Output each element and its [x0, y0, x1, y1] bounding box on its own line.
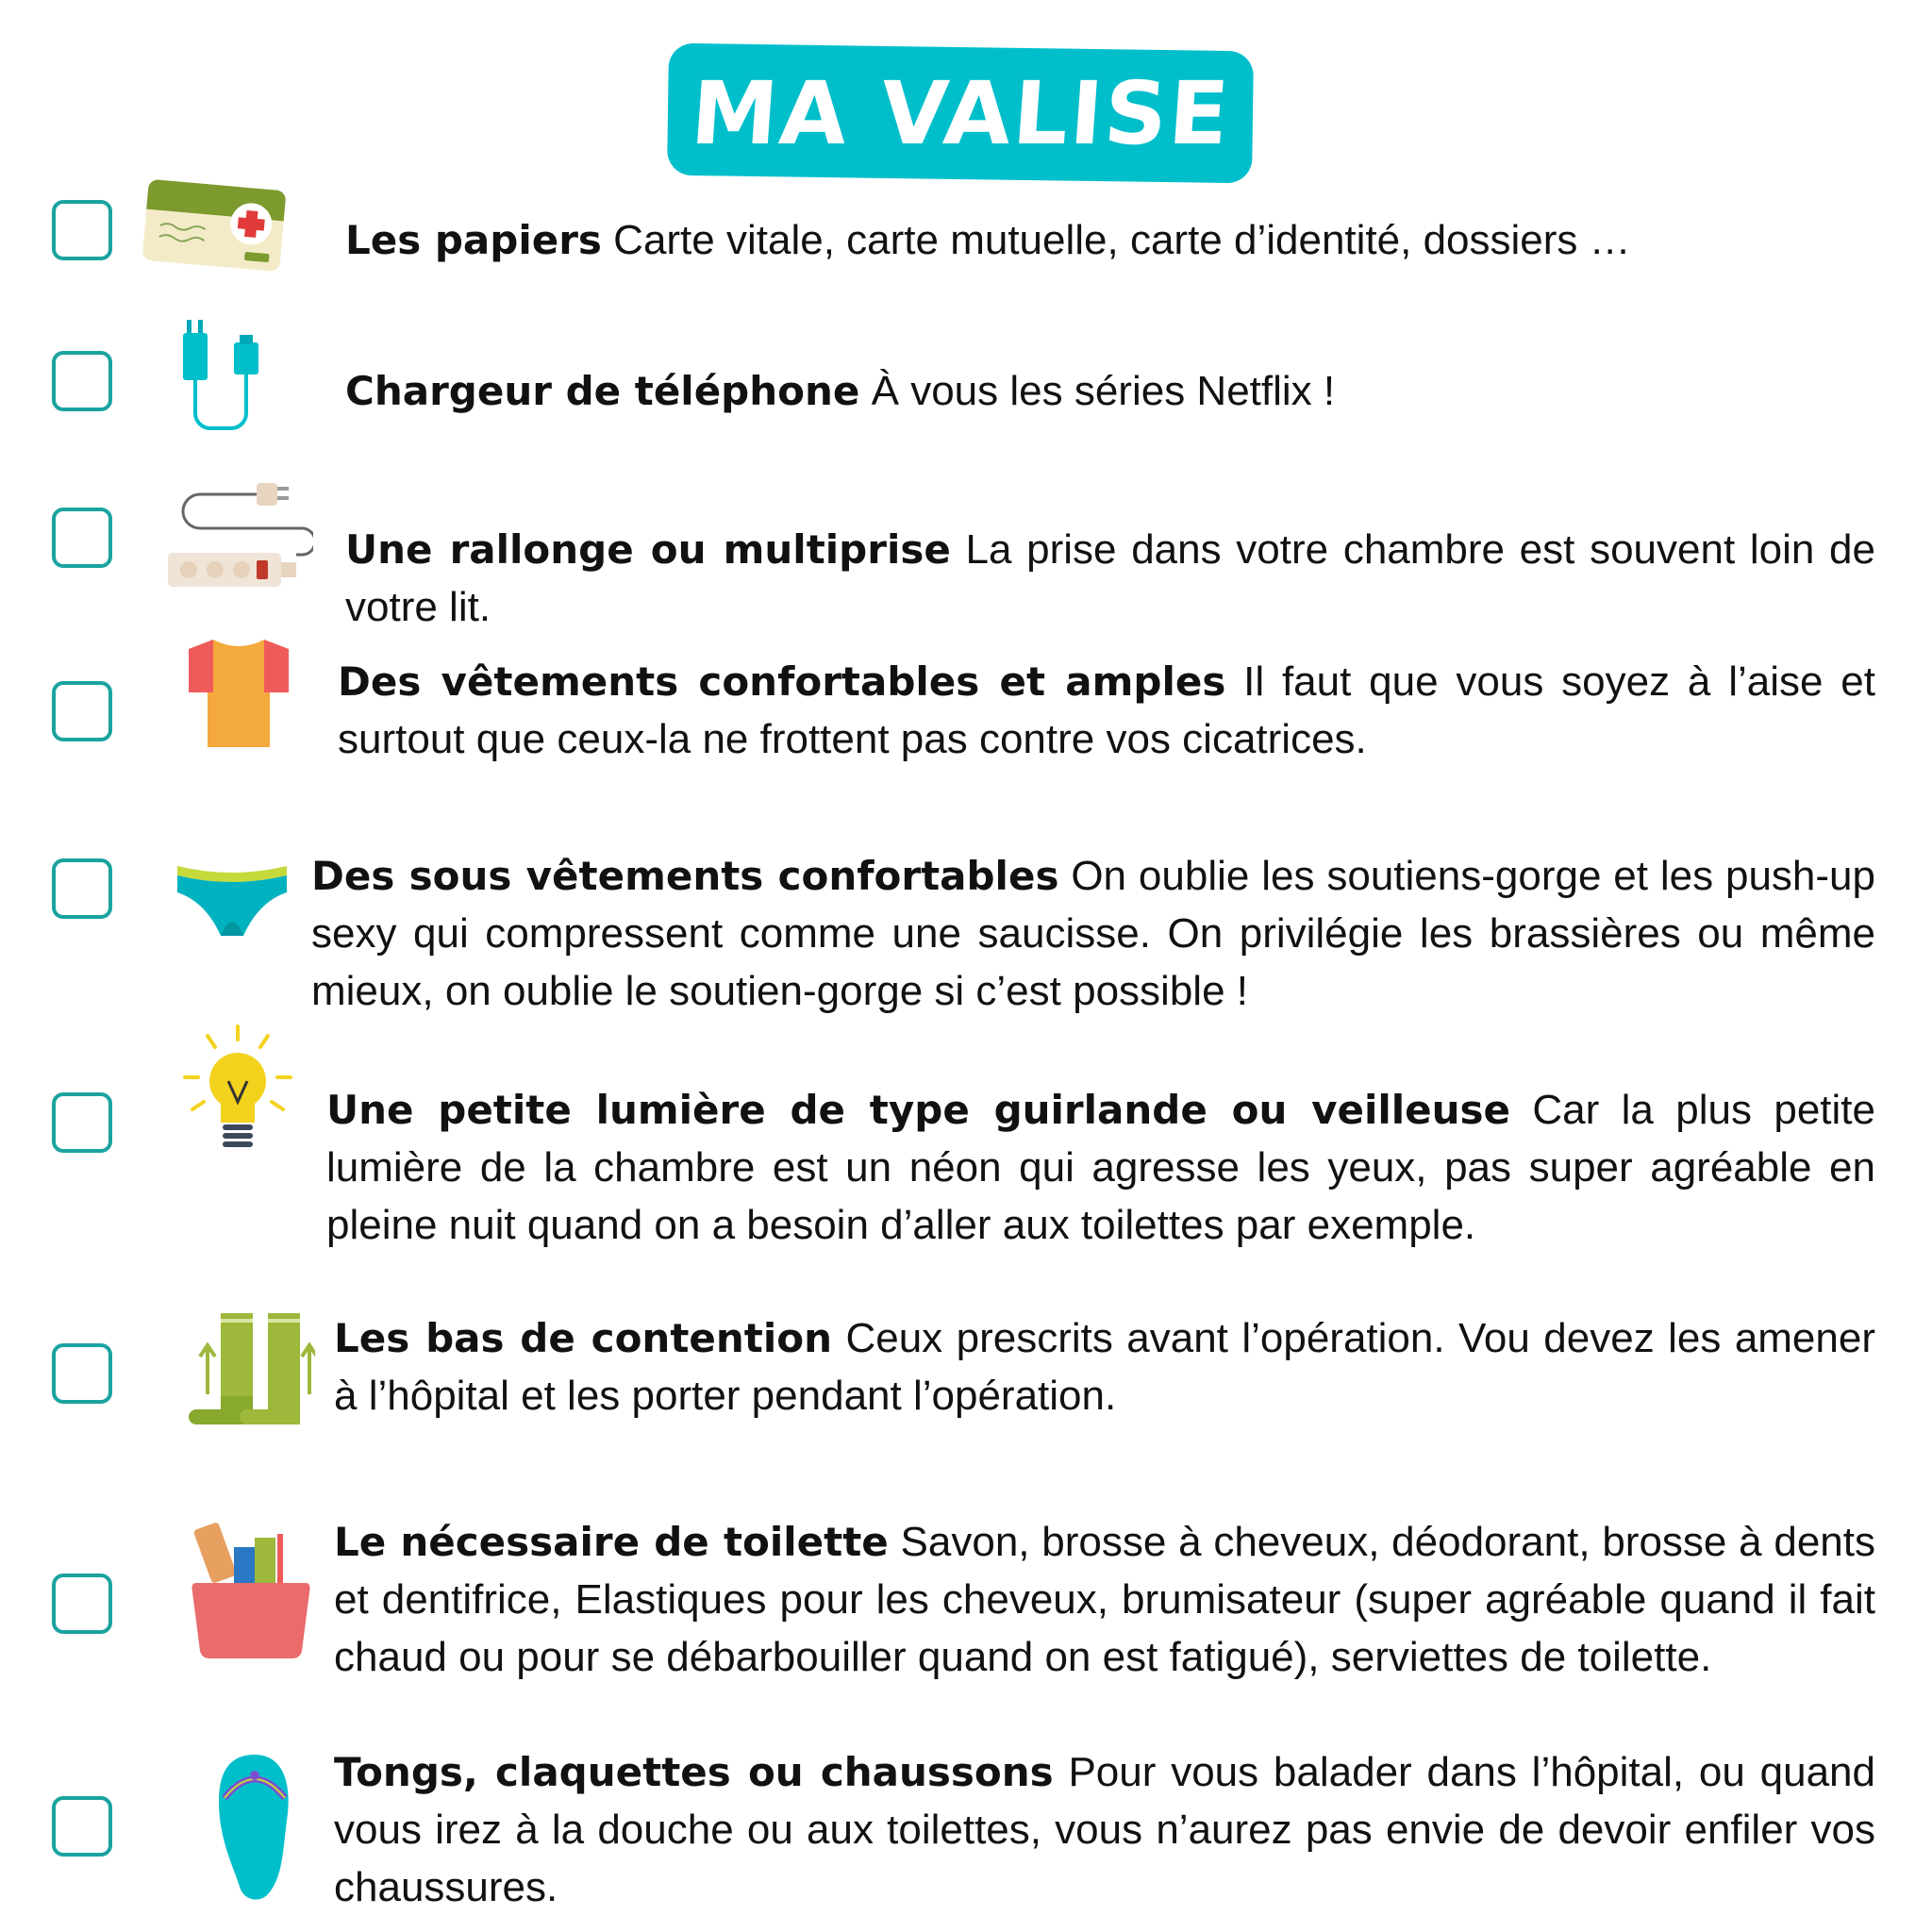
item-vetements — [338, 653, 1875, 768]
item-lumiere — [326, 1081, 1875, 1254]
checkbox-tongs[interactable] — [52, 1796, 112, 1857]
checkbox-sous-vetements[interactable] — [52, 858, 112, 919]
phone-charger-icon — [179, 316, 270, 437]
compression-stockings-icon — [189, 1309, 315, 1432]
tshirt-icon — [185, 634, 292, 751]
item-heading: Les papiers — [345, 217, 602, 263]
item-description: Car la plus petite lumière de la chambre est un néon qui agresse les yeux, pas super agréable en pleine nuit quand on a besoin d’aller aux toilettes par exemple. — [326, 1087, 1875, 1248]
item-heading: Les bas de contention — [334, 1315, 833, 1361]
item-toilette — [334, 1513, 1875, 1686]
item-bas-contention — [334, 1309, 1875, 1424]
item-heading: Des vêtements confortables et amples — [338, 658, 1226, 705]
checkbox-vetements[interactable] — [52, 681, 112, 741]
item-description: On oublie les soutiens-gorge et les push-up sexy qui compressent comme une saucisse. On privilégie les brassières ou même mieux, on oublie le soutien-gorge si c’est possible ! — [311, 853, 1876, 1014]
flip-flop-icon — [215, 1751, 294, 1902]
checkbox-rallonge[interactable] — [52, 508, 112, 568]
item-rallonge — [345, 521, 1875, 636]
item-description: À vous les séries Netflix ! — [859, 368, 1336, 414]
item-description: Il faut que vous soyez à l’aise et surtout que ceux-la ne frottent pas contre vos cicatrices. — [338, 658, 1875, 762]
item-chargeur — [345, 362, 1875, 420]
item-description: La prise dans votre chambre est souvent loin de votre lit. — [345, 526, 1875, 630]
title-badge — [667, 43, 1254, 184]
item-heading: Des sous vêtements confortables — [311, 853, 1059, 899]
checkbox-lumiere[interactable] — [52, 1092, 112, 1153]
item-heading: Une rallonge ou multiprise — [345, 526, 951, 573]
item-description: Carte vitale, carte mutuelle, carte d’identité, dossiers … — [601, 217, 1631, 263]
item-heading: Une petite lumière de type guirlande ou veilleuse — [326, 1087, 1511, 1133]
checkbox-toilette[interactable] — [52, 1574, 112, 1634]
item-heading: Chargeur de téléphone — [345, 368, 860, 414]
item-heading: Tongs, claquettes ou chaussons — [334, 1749, 1054, 1795]
light-bulb-icon — [179, 1024, 296, 1157]
underwear-icon — [174, 858, 291, 943]
page-title: MA VALISE — [687, 62, 1234, 164]
item-description: Savon, brosse à cheveux, déodorant, brosse à dents et dentifrice, Elastiques pour les cheveux, brumisateur (super agréable quand il fait chaud ou pour se débarbouiller quand on est fatigué), serviettes de toilette. — [334, 1519, 1875, 1680]
checkbox-bas-contention[interactable] — [52, 1343, 112, 1404]
item-papiers — [345, 211, 1875, 269]
checkbox-papiers[interactable] — [52, 200, 112, 260]
toiletry-bag-icon — [183, 1519, 315, 1660]
item-heading: Le nécessaire de toilette — [334, 1519, 889, 1565]
item-description: Ceux prescrits avant l’opération. Vou devez les amener à l’hôpital et les porter pendant l’opération. — [334, 1315, 1876, 1419]
item-tongs — [334, 1743, 1875, 1916]
health-card-icon — [142, 177, 288, 274]
checkbox-chargeur[interactable] — [52, 351, 112, 411]
item-sous-vetements — [311, 847, 1875, 1020]
power-strip-icon — [162, 477, 313, 589]
item-description: Pour vous balader dans l’hôpital, ou quand vous irez à la douche ou aux toilettes, vous n’aurez pas envie de devoir enfiler vos chaussures. — [334, 1749, 1875, 1910]
